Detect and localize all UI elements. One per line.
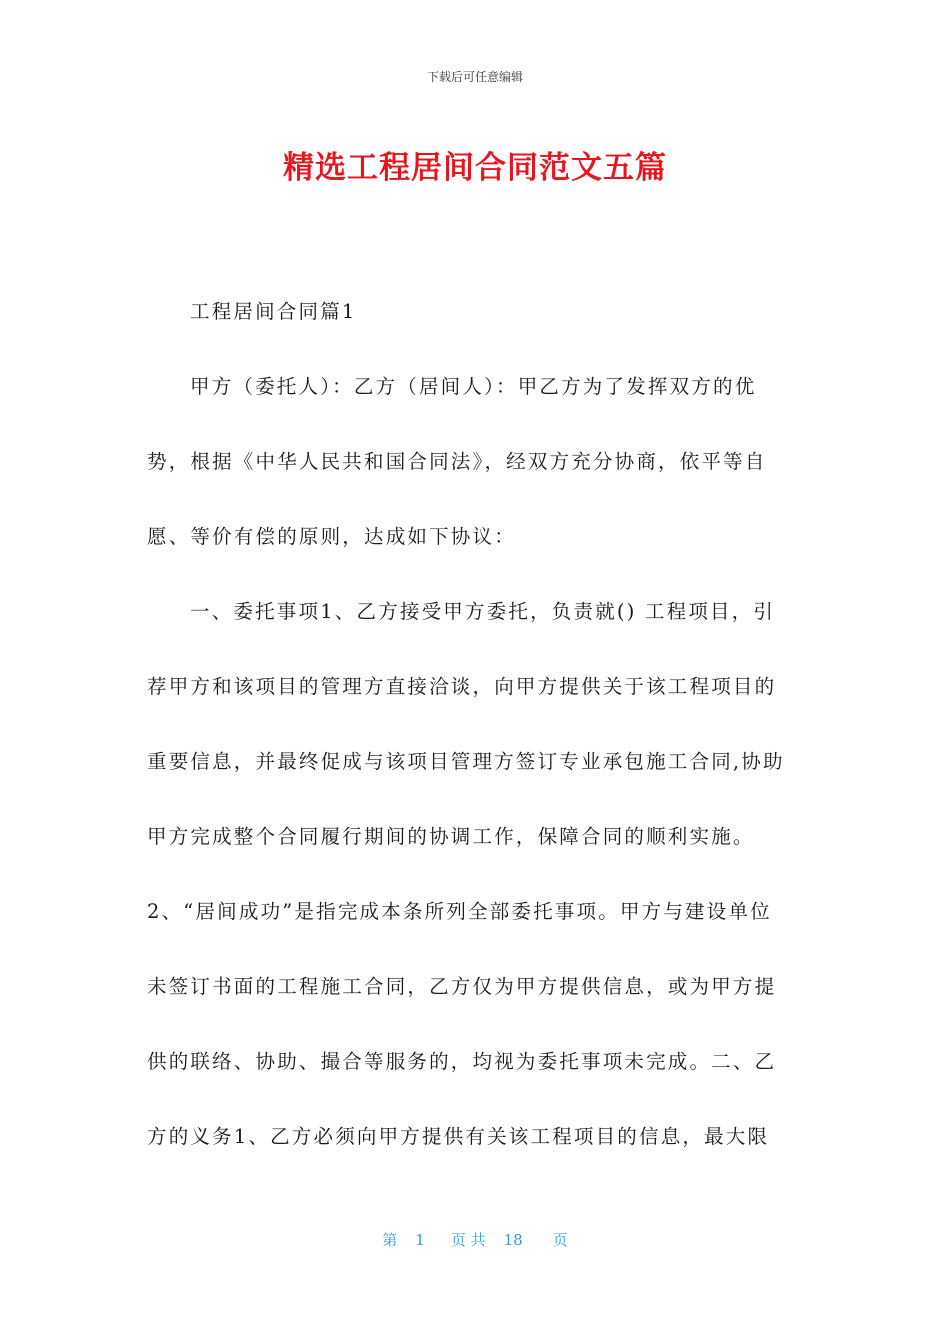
footer-suffix: 页: [552, 1231, 568, 1249]
section-heading: 工程居间合同篇1: [190, 300, 357, 323]
page-footer: [0, 1229, 950, 1250]
total-page-count: 18: [503, 1231, 523, 1249]
paragraph-line: 甲方完成整个合同履行期间的协调工作，保障合同的顺利实施。: [147, 825, 755, 848]
document-body: [147, 274, 807, 1174]
paragraph-line: 方的义务1、乙方必须向甲方提供有关该工程项目的信息，最大限: [147, 1125, 770, 1148]
paragraph-line: 甲方（委托人）：乙方（居间人）：甲乙方为了发挥双方的优: [190, 375, 757, 398]
footer-prefix: 第: [382, 1231, 398, 1249]
paragraph-line: 荐甲方和该项目的管理方直接洽谈，向甲方提供关于该工程项目的: [147, 675, 777, 698]
paragraph-line: 供的联络、协助、撮合等服务的，均视为委托事项未完成。二、乙: [147, 1050, 777, 1073]
paragraph-line: 2、“居间成功”是指完成本条所列全部委托事项。甲方与建设单位: [147, 900, 772, 923]
document-title: 精选工程居间合同范文五篇: [283, 150, 667, 186]
paragraph-line: 愿、等价有偿的原则，达成如下协议：: [147, 525, 516, 548]
paragraph-line: 势，根据《中华人民共和国合同法》，经双方充分协商，依平等自: [147, 450, 767, 473]
paragraph-line: 未签订书面的工程施工合同，乙方仅为甲方提供信息，或为甲方提: [147, 975, 777, 998]
paragraph-line: 一、委托事项1、乙方接受甲方委托，负责就() 工程项目，引: [190, 600, 776, 623]
current-page-number: 1: [415, 1231, 425, 1249]
header-note: 下载后可任意编辑: [426, 70, 523, 84]
paragraph-line: 重要信息，并最终促成与该项目管理方签订专业承包施工合同,协助: [147, 750, 785, 773]
footer-middle: 页 共: [450, 1231, 486, 1249]
